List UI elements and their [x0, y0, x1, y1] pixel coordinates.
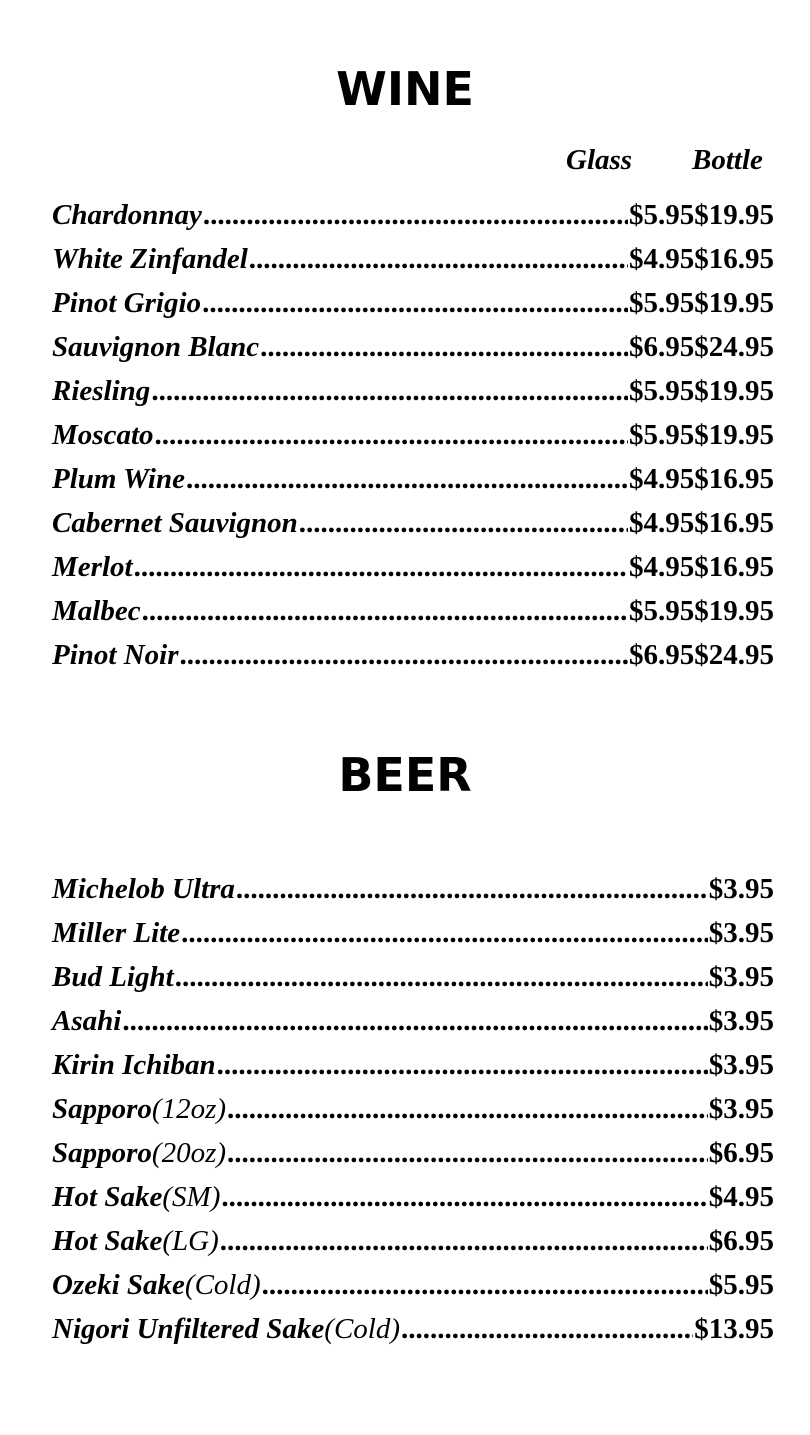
- dot-leader: [220, 1225, 708, 1258]
- bottle-column-header: Bottle: [692, 144, 763, 176]
- beer-size-note: (Cold): [324, 1312, 400, 1345]
- dot-leader: [181, 917, 708, 950]
- bottle-price: $19.95: [694, 594, 774, 627]
- bottle-price: $19.95: [694, 286, 774, 319]
- wine-row: [52, 457, 774, 501]
- wine-name: Riesling: [52, 374, 151, 407]
- glass-price: $5.95: [629, 374, 695, 407]
- dot-leader: [217, 1049, 708, 1082]
- beer-name: Ozeki Sake: [52, 1268, 185, 1301]
- beer-price: $4.95: [708, 1180, 774, 1213]
- dot-leader: [142, 595, 628, 628]
- dot-leader: [155, 419, 629, 452]
- beer-row: [52, 955, 774, 999]
- wine-name: Merlot: [52, 550, 133, 583]
- beer-name: Miller Lite: [52, 916, 181, 949]
- dot-leader: [180, 639, 629, 672]
- beer-price: $3.95: [708, 1092, 774, 1125]
- wine-row: [52, 545, 774, 589]
- bottle-price: $24.95: [694, 330, 774, 363]
- wine-name: Pinot Noir: [52, 638, 179, 671]
- glass-price: $4.95: [629, 506, 695, 539]
- glass-price: $5.95: [629, 418, 695, 451]
- dot-leader: [249, 243, 628, 276]
- glass-price: $4.95: [629, 242, 695, 275]
- wine-name: Pinot Grigio: [52, 286, 202, 319]
- beer-price: $3.95: [708, 1048, 774, 1081]
- wine-name: Plum Wine: [52, 462, 185, 495]
- beer-price: $3.95: [708, 1004, 774, 1037]
- beer-size-note: (12oz): [151, 1092, 227, 1125]
- beer-name: Kirin Ichiban: [52, 1048, 216, 1081]
- beer-price: $6.95: [708, 1136, 774, 1169]
- bottle-price: $16.95: [694, 550, 774, 583]
- glass-price: $4.95: [629, 550, 695, 583]
- dot-leader: [236, 873, 708, 906]
- glass-price: $4.95: [629, 462, 695, 495]
- beer-size-note: (20oz): [151, 1136, 227, 1169]
- beer-name: Bud Light: [52, 960, 174, 993]
- dot-leader: [151, 375, 628, 408]
- beer-row: [52, 1043, 774, 1087]
- beer-list: [52, 867, 774, 1351]
- bottle-price: $16.95: [694, 462, 774, 495]
- bottle-price: $16.95: [694, 242, 774, 275]
- dot-leader: [202, 287, 628, 320]
- beer-price: $3.95: [708, 872, 774, 905]
- beer-row: [52, 867, 774, 911]
- bottle-price: $19.95: [694, 374, 774, 407]
- beer-row: [52, 999, 774, 1043]
- beer-price: $3.95: [708, 916, 774, 949]
- wine-row: [52, 633, 774, 677]
- glass-price: $5.95: [629, 286, 695, 319]
- wine-row: [52, 281, 774, 325]
- wine-row: [52, 325, 774, 369]
- wine-name: White Zinfandel: [52, 242, 248, 275]
- dot-leader: [227, 1137, 708, 1170]
- wine-row: [52, 413, 774, 457]
- beer-name: Asahi: [52, 1004, 122, 1037]
- bottle-price: $19.95: [694, 198, 774, 231]
- wine-name: Cabernet Sauvignon: [52, 506, 298, 539]
- beer-price: $5.95: [708, 1268, 774, 1301]
- glass-price: $5.95: [629, 594, 695, 627]
- glass-price: $6.95: [629, 638, 695, 671]
- dot-leader: [122, 1005, 707, 1038]
- beer-price: $13.95: [694, 1312, 774, 1345]
- wine-row: [52, 589, 774, 633]
- dot-leader: [227, 1093, 708, 1126]
- dot-leader: [134, 551, 628, 584]
- beer-row: [52, 1307, 774, 1351]
- dot-leader: [260, 331, 628, 364]
- beer-name: Michelob Ultra: [52, 872, 235, 905]
- beer-name: Sapporo: [52, 1092, 152, 1125]
- beer-name: Sapporo: [52, 1136, 152, 1169]
- dot-leader: [262, 1269, 708, 1302]
- beer-heading: BEER: [338, 748, 472, 802]
- beer-size-note: (SM): [162, 1180, 221, 1213]
- beer-row: [52, 1219, 774, 1263]
- wine-row: [52, 501, 774, 545]
- bottle-price: $19.95: [694, 418, 774, 451]
- beer-name: Nigori Unfiltered Sake: [52, 1312, 325, 1345]
- wine-heading: WINE: [336, 62, 474, 116]
- beer-name: Hot Sake: [52, 1224, 163, 1257]
- wine-name: Malbec: [52, 594, 141, 627]
- dot-leader: [401, 1313, 693, 1346]
- beer-size-note: (LG): [162, 1224, 219, 1257]
- wine-name: Sauvignon Blanc: [52, 330, 260, 363]
- dot-leader: [203, 199, 628, 232]
- beer-row: [52, 1131, 774, 1175]
- beer-size-note: (Cold): [184, 1268, 261, 1301]
- beer-name: Hot Sake: [52, 1180, 163, 1213]
- glass-price: $5.95: [629, 198, 695, 231]
- beer-row: [52, 1087, 774, 1131]
- beer-price: $6.95: [708, 1224, 774, 1257]
- beer-row: [52, 911, 774, 955]
- wine-name: Moscato: [52, 418, 154, 451]
- wine-name: Chardonnay: [52, 198, 202, 231]
- beer-row: [52, 1175, 774, 1219]
- wine-row: [52, 369, 774, 413]
- bottle-price: $24.95: [694, 638, 774, 671]
- beer-price: $3.95: [708, 960, 774, 993]
- glass-price: $6.95: [629, 330, 695, 363]
- dot-leader: [221, 1181, 707, 1214]
- dot-leader: [175, 961, 708, 994]
- wine-row: [52, 193, 774, 237]
- beer-row: [52, 1263, 774, 1307]
- glass-column-header: Glass: [566, 144, 633, 176]
- dot-leader: [299, 507, 628, 540]
- dot-leader: [186, 463, 628, 496]
- wine-list: [52, 193, 774, 677]
- wine-row: [52, 237, 774, 281]
- bottle-price: $16.95: [694, 506, 774, 539]
